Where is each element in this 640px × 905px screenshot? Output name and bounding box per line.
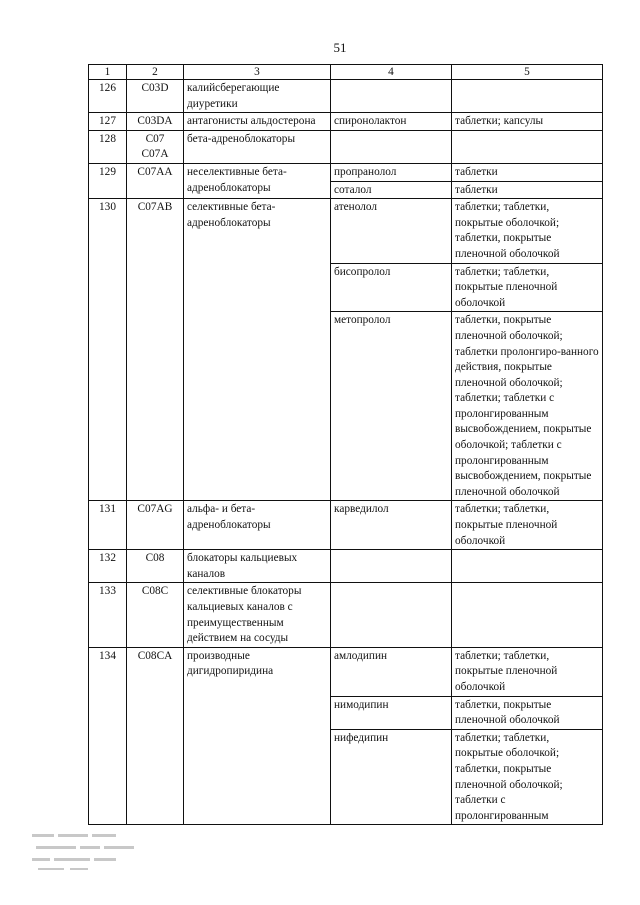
faded-stamp-mark [28,828,148,876]
column-header: 3 [184,65,331,80]
drug-name [331,583,452,647]
atc-code: C08 [127,550,184,583]
table-row [89,80,603,113]
row-number: 130 [89,199,127,501]
row-number: 128 [89,130,127,163]
atc-group: альфа- и бета-адреноблокаторы [184,501,331,550]
table-row [89,130,603,163]
atc-code-line: C07A [141,148,169,161]
column-header: 2 [127,65,184,80]
drug-name [331,130,452,163]
atc-group: блокаторы кальциевых каналов [184,550,331,583]
atc-group: селективные бета-адреноблокаторы [184,199,331,501]
drug-name: бисопролол [331,263,452,312]
row-number: 133 [89,583,127,647]
drug-name: нифедипин [331,729,452,825]
dosage-forms: таблетки; таблетки, покрытые пленочной оболочкой [452,647,603,696]
page-number: 51 [333,40,347,55]
atc-group: бета-адреноблокаторы [184,130,331,163]
dosage-forms: таблетки; капсулы [452,113,603,131]
row-number: 126 [89,80,127,113]
dosage-forms: таблетки; таблетки, покрытые оболочкой; таблетки, покрытые пленочной оболочкой [452,199,603,263]
atc-group: производные дигидропиридина [184,647,331,825]
atc-group: антагонисты альдостерона [184,113,331,131]
drug-name [331,550,452,583]
row-number: 131 [89,501,127,550]
drug-name: пропранолол [331,163,452,181]
dosage-forms: таблетки, покрытые пленочной оболочкой; таблетки пролонгиро-ванного действия, покрытые пленочной оболочкой; таблетки; таблетки с пролонгированным высвобождением, покрытые оболочкой; таблетки с пролонгированным высвобождением, покрытые пленочной оболочкой [452,312,603,501]
atc-code-line: C07 [145,132,165,145]
dosage-forms: таблетки; таблетки, покрытые пленочной оболочкой [452,263,603,312]
table-row [89,163,603,181]
atc-code: C03DA [127,113,184,131]
table-row [89,647,603,696]
table-row [89,583,603,647]
row-number: 134 [89,647,127,825]
dosage-forms: таблетки, покрытые пленочной оболочкой [452,696,603,729]
atc-code: C08C [127,583,184,647]
drug-name: атенолол [331,199,452,263]
atc-code: C07AB [127,199,184,501]
drug-name [331,80,452,113]
table-row [89,199,603,263]
row-number: 127 [89,113,127,131]
atc-code: C07AA [127,163,184,198]
drug-name: карведилол [331,501,452,550]
atc-code [127,130,184,163]
atc-code: C07AG [127,501,184,550]
table-row [89,550,603,583]
drug-name: соталол [331,181,452,199]
header-row [89,65,603,80]
drug-name: амлодипин [331,647,452,696]
column-header: 5 [452,65,603,80]
drug-name: спиронолактон [331,113,452,131]
table-row [89,113,603,131]
dosage-forms: таблетки; таблетки, покрытые пленочной оболочкой [452,501,603,550]
table-row [89,501,603,550]
dosage-forms: таблетки; таблетки, покрытые оболочкой; таблетки, покрытые пленочной оболочкой; таблетки с пролонгированным [452,729,603,825]
atc-code: C03D [127,80,184,113]
drug-name: метопролол [331,312,452,501]
atc-group: селективные блокаторы кальциевых каналов с преимущественным действием на сосуды [184,583,331,647]
drug-list-table [88,64,603,825]
column-header: 4 [331,65,452,80]
row-number: 129 [89,163,127,198]
dosage-forms [452,550,603,583]
atc-group: неселективные бета-адреноблокаторы [184,163,331,198]
drug-name: нимодипин [331,696,452,729]
atc-code: C08CA [127,647,184,825]
dosage-forms [452,583,603,647]
dosage-forms [452,80,603,113]
dosage-forms: таблетки [452,163,603,181]
dosage-forms: таблетки [452,181,603,199]
atc-group: калийсберегающие диуретики [184,80,331,113]
column-header: 1 [89,65,127,80]
row-number: 132 [89,550,127,583]
dosage-forms [452,130,603,163]
